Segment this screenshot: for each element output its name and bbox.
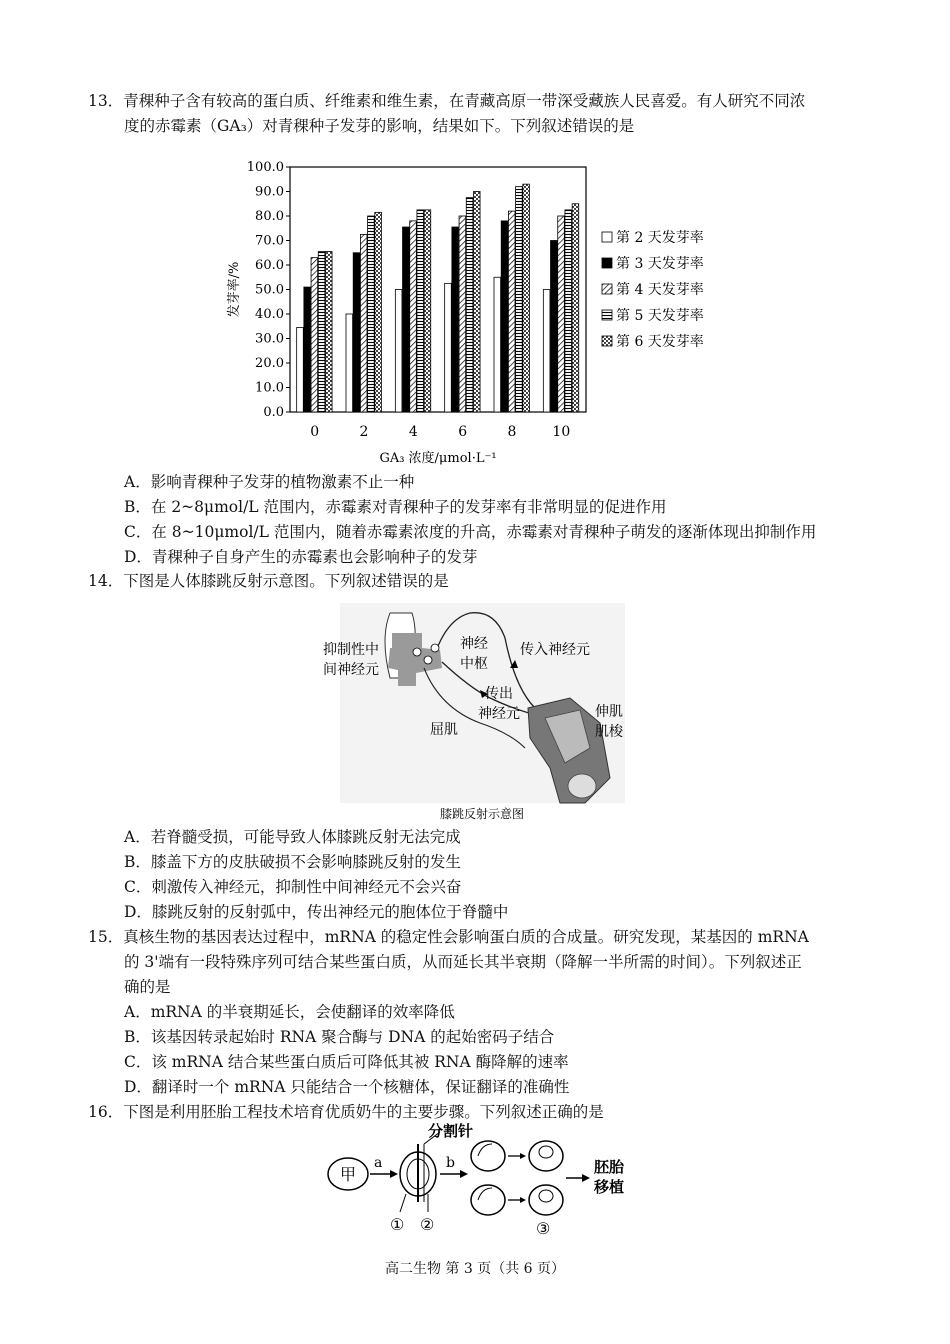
label-transfer-1: 胚胎 bbox=[594, 1158, 625, 1176]
question-13 bbox=[88, 89, 878, 139]
legend-label: 第 6 天发芽率 bbox=[616, 334, 704, 350]
question-14 bbox=[88, 569, 878, 594]
label-spindle: 肌梭 bbox=[595, 724, 623, 740]
bar-8-0 bbox=[494, 277, 501, 412]
knee-reflex-svg bbox=[320, 598, 630, 824]
y-tick-label: 40.0 bbox=[255, 307, 284, 322]
bar-2-0 bbox=[346, 314, 353, 412]
label-center-1: 神经 bbox=[460, 636, 488, 652]
bar-4-2 bbox=[410, 221, 417, 412]
question-text-cont: 的 3'端有一段特殊序列可结合某些蛋白质，从而延长其半衰期（降解一半所需的时间）。下列叙述正 bbox=[124, 953, 802, 971]
q15-option-c: C．该 mRNA 结合某些蛋白质后可降低其被 RNA 酶降解的速率 bbox=[124, 1053, 569, 1071]
y-tick-label: 10.0 bbox=[255, 380, 284, 396]
q13-option-c: C．在 8~10μmol/L 范围内，随着赤霉素浓度的升高，赤霉素对青稞种子萌发的逐渐体现出抑制作用 bbox=[124, 523, 817, 541]
legend-swatch bbox=[602, 284, 612, 294]
bar-6-3 bbox=[466, 198, 473, 412]
chart-svg bbox=[220, 152, 740, 472]
label-b: b bbox=[446, 1155, 455, 1171]
q14-option-c: C．刺激传入神经元，抑制性中间神经元不会兴奋 bbox=[124, 878, 462, 896]
arrow-icon bbox=[390, 1170, 398, 1178]
y-tick-label: 100.0 bbox=[246, 160, 284, 175]
y-tick-label: 20.0 bbox=[255, 356, 284, 371]
arrow-icon bbox=[582, 1174, 590, 1182]
bar-4-0 bbox=[395, 290, 402, 413]
bar-2-1 bbox=[353, 253, 360, 412]
bar-6-0 bbox=[445, 283, 452, 412]
x-tick-label: 2 bbox=[359, 424, 369, 440]
label-efferent-1: 传出 bbox=[485, 686, 513, 702]
bar-4-1 bbox=[403, 227, 410, 412]
leader-1 bbox=[400, 1194, 406, 1212]
question-text-cont: 度的赤霉素（GA₃）对青稞种子发芽的影响，结果如下。下列叙述错误的是 bbox=[124, 117, 635, 135]
label-afferent: 传入神经元 bbox=[520, 642, 590, 658]
embryo-svg bbox=[320, 1122, 650, 1240]
x-tick-label: 10 bbox=[552, 424, 571, 440]
half-embryo-bottom bbox=[471, 1185, 505, 1215]
label-inhibitory-1: 抑制性中 bbox=[323, 642, 379, 658]
x-tick-label: 0 bbox=[310, 424, 320, 440]
page-footer: 高二生物 第 3 页（共 6 页） bbox=[384, 1261, 566, 1277]
label-efferent-2: 神经元 bbox=[478, 706, 520, 722]
legend-swatch bbox=[602, 310, 612, 320]
question-text: 青稞种子含有较高的蛋白质、纤维素和维生素，在青藏高原一带深受藏族人民喜爱。有人研究不同浓 bbox=[123, 92, 806, 110]
bar-10-0 bbox=[543, 290, 550, 413]
q13-option-b: B．在 2~8μmol/L 范围内，赤霉素对青稞种子的发芽率有非常明显的促进作用 bbox=[124, 498, 667, 516]
y-tick-label: 50.0 bbox=[255, 282, 284, 298]
bar-8-4 bbox=[523, 184, 530, 412]
legend-label: 第 3 天发芽率 bbox=[616, 256, 704, 272]
legend-swatch bbox=[602, 336, 612, 346]
germination-chart bbox=[220, 152, 740, 472]
arrow-icon bbox=[460, 1170, 468, 1178]
y-axis-label: 发芽率/% bbox=[227, 261, 242, 318]
plot-frame bbox=[290, 167, 586, 412]
label-a: a bbox=[374, 1155, 383, 1171]
inhibitory-neuron-body bbox=[413, 648, 421, 656]
question-number: 15． bbox=[88, 928, 124, 946]
bar-6-2 bbox=[459, 216, 466, 412]
bar-10-3 bbox=[565, 210, 572, 412]
bar-10-2 bbox=[558, 216, 565, 412]
knee-cap bbox=[568, 774, 596, 798]
x-tick-label: 8 bbox=[507, 424, 517, 440]
y-tick-label: 90.0 bbox=[255, 184, 284, 200]
bar-6-4 bbox=[473, 192, 480, 413]
embryo-figure bbox=[320, 1122, 650, 1240]
label-inhibitory-2: 间神经元 bbox=[323, 662, 379, 678]
label-one: ① bbox=[390, 1215, 405, 1234]
y-tick-label: 80.0 bbox=[255, 209, 284, 224]
legend-label: 第 5 天发芽率 bbox=[616, 308, 704, 324]
legend-swatch bbox=[602, 232, 612, 242]
question-number: 13． bbox=[88, 92, 124, 110]
question-15 bbox=[88, 925, 878, 1000]
bar-10-1 bbox=[551, 241, 558, 413]
q14-option-a: A．若脊髓受损，可能导致人体膝跳反射无法完成 bbox=[124, 828, 461, 846]
label-two: ② bbox=[420, 1215, 435, 1234]
question-text: 真核生物的基因表达过程中，mRNA 的稳定性会影响蛋白质的合成量。研究发现，某基因的 mRNA bbox=[123, 928, 809, 946]
bar-0-1 bbox=[304, 287, 311, 412]
arrow-icon bbox=[520, 1197, 526, 1203]
x-axis-label: GA₃ 浓度/μmol·L⁻¹ bbox=[379, 451, 497, 466]
y-tick-label: 70.0 bbox=[255, 233, 284, 249]
legend-swatch bbox=[602, 258, 612, 268]
label-center-2: 中枢 bbox=[460, 656, 488, 672]
bar-4-3 bbox=[417, 210, 424, 412]
label-flexor: 屈肌 bbox=[430, 722, 458, 738]
motor-neuron-body bbox=[424, 656, 432, 664]
label-extensor: 伸肌 bbox=[595, 704, 623, 720]
q14-option-b: B．膝盖下方的皮肤破损不会影响膝跳反射的发生 bbox=[124, 853, 461, 871]
q13-option-a: A．影响青稞种子发芽的植物激素不止一种 bbox=[124, 473, 415, 491]
legend-label: 第 2 天发芽率 bbox=[616, 230, 704, 246]
figure-caption: 膝跳反射示意图 bbox=[440, 807, 525, 821]
bar-4-4 bbox=[424, 210, 431, 412]
x-tick-label: 4 bbox=[408, 424, 418, 440]
question-number: 16． bbox=[88, 1103, 124, 1121]
x-tick-label: 6 bbox=[458, 424, 468, 440]
bar-0-4 bbox=[325, 252, 332, 412]
y-tick-label: 30.0 bbox=[255, 331, 284, 347]
bar-0-0 bbox=[297, 327, 304, 412]
label-three: ③ bbox=[536, 1219, 551, 1238]
y-tick-label: 0.0 bbox=[263, 405, 284, 420]
question-text: 下图是利用胚胎工程技术培育优质奶牛的主要步骤。下列叙述正确的是 bbox=[123, 1103, 604, 1121]
bar-2-3 bbox=[368, 216, 375, 412]
half-embryo-top bbox=[471, 1141, 505, 1171]
bar-0-3 bbox=[318, 252, 325, 412]
bar-0-2 bbox=[311, 258, 318, 412]
q15-option-d: D．翻译时一个 mRNA 只能结合一个核糖体，保证翻译的准确性 bbox=[124, 1078, 570, 1096]
label-needle: 分割针 bbox=[428, 1122, 474, 1140]
bar-8-2 bbox=[508, 211, 515, 412]
bar-10-4 bbox=[572, 204, 579, 412]
bar-8-3 bbox=[516, 187, 523, 412]
bar-6-1 bbox=[452, 227, 459, 412]
q15-option-a: A．mRNA 的半衰期延长，会使翻译的效率降低 bbox=[124, 1003, 455, 1021]
label-transfer-2: 移植 bbox=[594, 1178, 625, 1196]
question-number: 14． bbox=[88, 572, 124, 590]
q15-option-b: B．该基因转录起始时 RNA 聚合酶与 DNA 的起始密码子结合 bbox=[124, 1028, 555, 1046]
bar-8-1 bbox=[501, 221, 508, 412]
question-text-cont: 确的是 bbox=[124, 978, 171, 996]
question-text: 下图是人体膝跳反射示意图。下列叙述错误的是 bbox=[123, 572, 449, 590]
knee-reflex-figure bbox=[320, 598, 630, 824]
label-jia: 甲 bbox=[340, 1165, 357, 1184]
q14-option-d: D．膝跳反射的反射弧中，传出神经元的胞体位于脊髓中 bbox=[124, 903, 509, 921]
q13-option-d: D．青稞种子自身产生的赤霉素也会影响种子的发芽 bbox=[124, 548, 478, 566]
arrow-icon bbox=[520, 1153, 526, 1159]
bar-2-4 bbox=[375, 212, 382, 412]
bar-2-2 bbox=[360, 234, 367, 412]
legend-label: 第 4 天发芽率 bbox=[616, 282, 704, 298]
y-tick-label: 60.0 bbox=[255, 258, 284, 273]
